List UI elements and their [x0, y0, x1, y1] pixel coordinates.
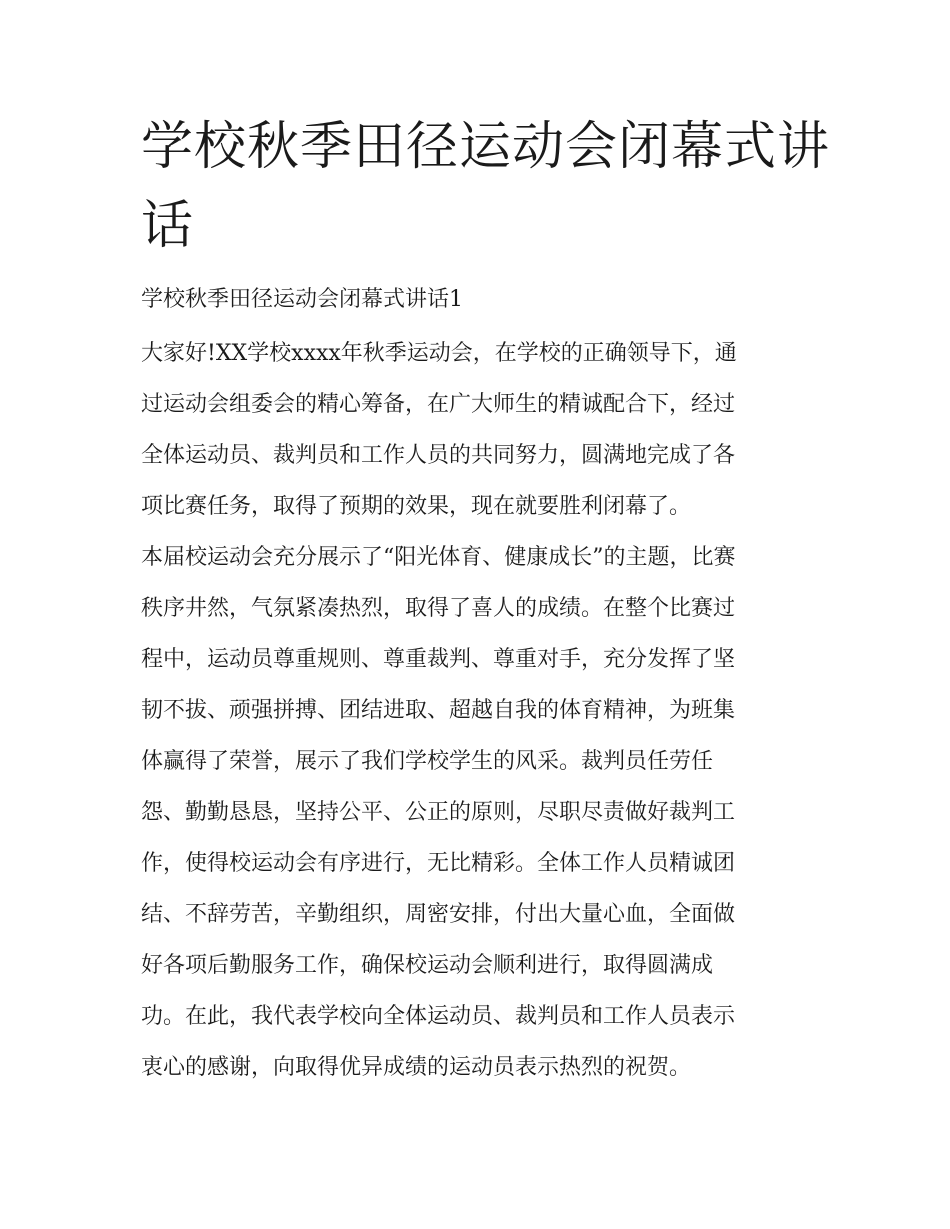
paragraph-line: 好各项后勤服务工作，确保校运动会顺利进行，取得圆满成 — [141, 953, 714, 978]
paragraph-summary — [141, 532, 831, 1093]
paragraph-line: 秩序井然，气氛紧凑热烈，取得了喜人的成绩。在整个比赛过 — [141, 596, 736, 621]
paragraph-line: 功。在此，我代表学校向全体运动员、裁判员和工作人员表示 — [141, 1004, 736, 1029]
section-heading: 学校秋季田径运动会闭幕式讲话1 — [141, 287, 463, 312]
paragraph-greeting — [141, 328, 831, 532]
paragraph-line: 体赢得了荣誉，展示了我们学校学生的风采。裁判员任劳任 — [141, 749, 714, 774]
paragraph-line: 本届校运动会充分展示了“阳光体育、健康成长”的主题，比赛 — [141, 545, 736, 570]
paragraph-line: 结、不辞劳苦，辛勤组织，周密安排，付出大量心血，全面做 — [141, 902, 736, 927]
paragraph-line: 全体运动员、裁判员和工作人员的共同努力，圆满地完成了各 — [141, 443, 736, 468]
paragraph-line: 大家好!XX学校xxxx年秋季运动会，在学校的正确领导下，通 — [141, 341, 737, 366]
paragraph-line: 韧不拔、顽强拼搏、团结进取、超越自我的体育精神，为班集 — [141, 698, 736, 723]
title-line: 话 — [141, 196, 195, 256]
paragraph-line: 过运动会组委会的精心筹备，在广大师生的精诚配合下，经过 — [141, 392, 736, 417]
paragraph-line: 衷心的感谢，向取得优异成绩的运动员表示热烈的祝贺。 — [141, 1055, 692, 1080]
paragraph-line: 程中，运动员尊重规则、尊重裁判、尊重对手，充分发挥了坚 — [141, 647, 736, 672]
paragraph-line: 作，使得校运动会有序进行，无比精彩。全体工作人员精诚团 — [141, 851, 736, 876]
paragraph-line: 怨、勤勤恳恳，坚持公平、公正的原则，尽职尽责做好裁判工 — [141, 800, 736, 825]
document-title — [141, 108, 831, 266]
title-line: 学校秋季田径运动会闭幕式讲 — [141, 117, 831, 177]
paragraph-line: 项比赛任务，取得了预期的效果，现在就要胜利闭幕了。 — [141, 494, 692, 519]
